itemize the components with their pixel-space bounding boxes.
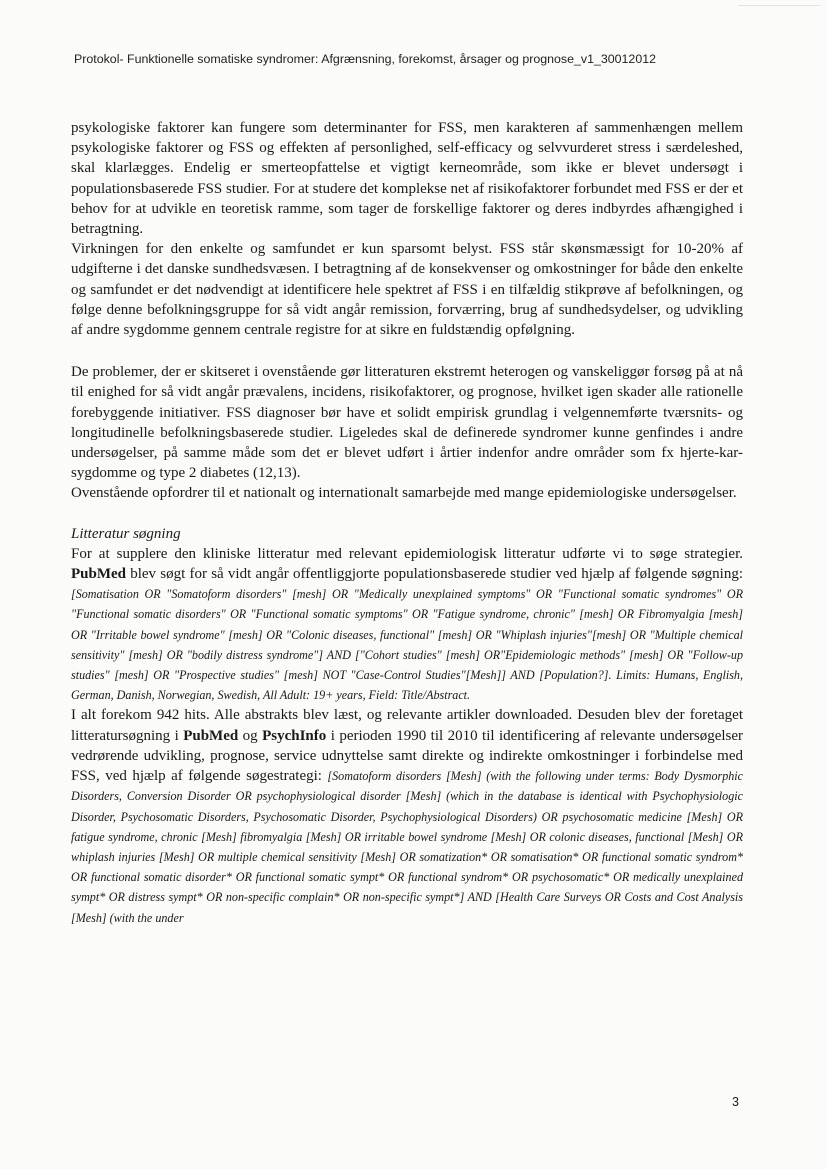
paragraph-impact: Virkningen for den enkelte og samfundet er kun sparsomt belyst. FSS står skønsmæssigt for 10-20% af udgifterne i det danske sundhedsvæsen. I betragtning af de konsekvenser og omkostninger for både den enkelte og samfundet er det nødvendigt at identificere hele spektret af FSS i en tilfældig stikprøve af befolkningen, og følge denne befolkningsgruppe for så vidt angår remission, forværring, brug af sundhedsydelser, og udvikling af andre sygdomme gennem centrale registre for at sikre en fuldstændig opfølgning. [71, 241, 743, 339]
search-intro-text: For at supplere den kliniske litteratur med relevant epidemiologisk litteratur udførte vi to søge strategier. [71, 545, 743, 562]
document-body [71, 118, 743, 928]
pubmed-label-2: PubMed [183, 727, 239, 744]
paragraph-problems: De problemer, der er skitseret i ovenstående gør litteraturen ekstremt heterogen og vanskeliggør forsøg på at nå til enighed for så vidt angår prævalens, incidens, risikofaktorer, og prognose, hvilket igen skader alle rationelle forebyggende initiativer. FSS diagnoser bør have et solidt empirisk grundlag i velgennemførte tværsnits- og longitudinelle befolkningsbaserede studier. Ligeledes skal de definerede syndromer kunne genfindes i andre undersøgelser, på samme måde som det er blevet udført i årtier indenfor andre områder som fx hjerte-kar-sygdomme og type 2 diabetes (12,13). [71, 364, 743, 482]
paragraph-search-strategy [71, 544, 743, 706]
paragraph-collaboration: Ovenstående opfordrer til et nationalt og internationalt samarbejde med mange epidemiologiske undersøgelser. [71, 485, 737, 502]
page-number: 3 [732, 1095, 739, 1109]
pubmed-label: PubMed [71, 566, 127, 583]
results-text: I alt forekom 942 hits. Alle abstrakts blev læst, og relevante artikler downloaded. Desuden blev der foretaget litteratursøgning i [71, 707, 743, 744]
paragraph-risk-factors: psykologiske faktorer kan fungere som determinanter for FSS, men karakteren af sammenhængen mellem psykologiske faktorer og FSS og effekten af personlighed, self-efficacy og selvvurderet stress i særdeleshed, skal klarlægges. Endelig er smerteopfattelse et vigtigt kerneområde, som ikke er blevet undersøgt i populationsbaserede FSS studier. For at studere det komplekse net af risikofaktorer forbundet med FSS er der et behov for at udvikle en teoretisk ramme, som tager de forskellige faktorer og deres indbyrdes afhængighed i betragtning. [71, 120, 743, 238]
psychinfo-label: PsychInfo [262, 727, 327, 744]
search-query-1: [Somatisation OR "Somatoform disorders" [mesh] OR "Medically unexplained symptoms" OR "Functional somatic syndromes" OR "Functional somatic disorders" OR "Functional somatic symptoms" OR "Fatigue syndrome, chronic" [mesh] OR Fibromyalgia [mesh] OR "Irritable bowel syndrome" [mesh] OR "Colonic diseases, functional" [mesh] OR "Whiplash injuries"[mesh] OR "Multiple chemical sensitivity" [mesh] OR "bodily distress syndrome"] AND ["Cohort studies" [mesh] OR"Epidemiologic methods" [mesh] OR "Follow-up studies" [mesh] OR "Prospective studies" [mesh] NOT "Case-Control Studies"[Mesh]] AND [Population?]. Limits: Humans, English, German, Danish, Norwegian, Swedish, All Adult: 19+ years, Field: Title/Abstract. [71, 587, 743, 703]
section-heading-literature-search: Litteratur søgning [71, 525, 181, 542]
results-text-2: i perioden 1990 til 2010 til identificering af relevante undersøgelser vedrørende udvikling, prognose, service udnyttelse samt direkte og indirekte omkostninger i forbindelse med FSS, ved hjælp af følgende søgestrategi: [71, 727, 744, 785]
search-intro-text-2: blev søgt for så vidt angår offentliggjorte populationsbaserede studier ved hjælp af følgende søgning: [130, 566, 743, 583]
scan-edge-mark [738, 0, 820, 6]
search-query-2: [Somatoform disorders [Mesh] (with the following under terms: Body Dysmorphic Disorders, Conversion Disorder OR psychophysiological disorder [Mesh] (which in the database is identical with Psychophysiologic Disorder, Psychosomatic Disorders, Psychosomatic Disorder, Psychophysiological Disorders) OR psychosomatic medicine [Mesh] OR fatigue syndrome, chronic [Mesh] fibromyalgia [Mesh] OR irritable bowel syndrome [Mesh] OR colonic diseases, functional [Mesh] OR whiplash injuries [Mesh] OR multiple chemical sensitivity [Mesh] OR somatization* OR somatisation* OR functional somatic syndrom* OR functional somatic disorder* OR functional somatic sympt* OR functional syndrom* OR psychosomatic* OR medically unexplained sympt* OR distress sympt* OR non-specific complain* OR non-specific sympt*] AND [Health Care Surveys OR Costs and Cost Analysis [Mesh] (with the under [71, 769, 744, 925]
conjunction-text: og [242, 727, 258, 744]
page-header: Protokol- Funktionelle somatiske syndromer: Afgrænsning, forekomst, årsager og prognose_v1_30012012 [74, 52, 656, 66]
paragraph-search-results [71, 705, 743, 927]
